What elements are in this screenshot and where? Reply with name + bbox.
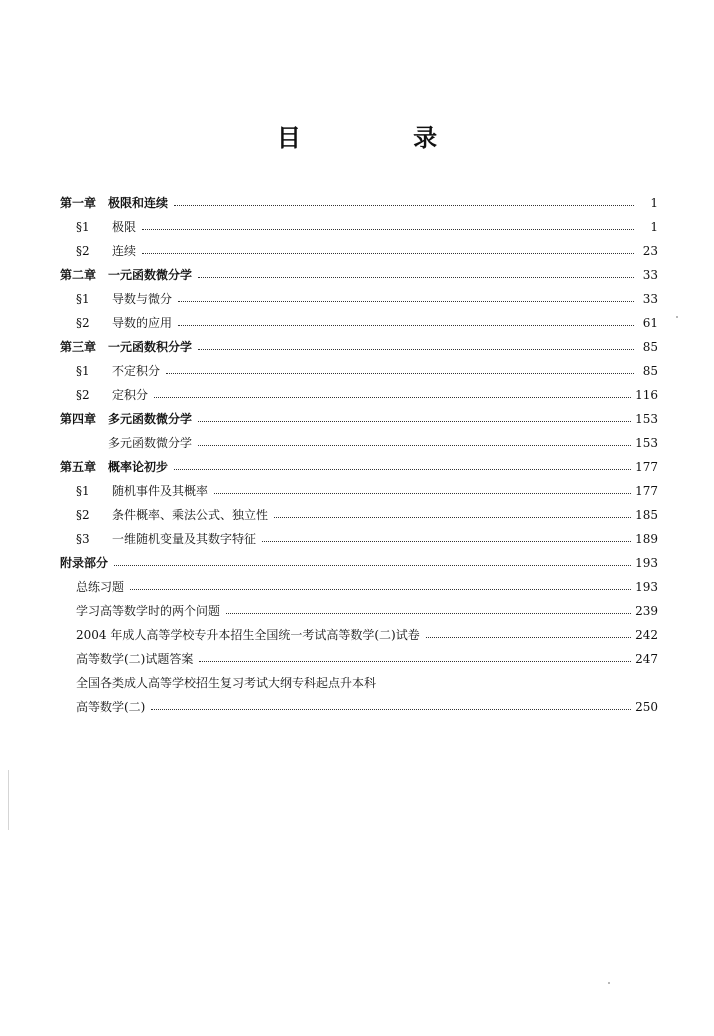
dot-leader (142, 229, 634, 230)
entry-page: 242 (635, 628, 658, 642)
toc-entry-chapter-4[interactable] (60, 407, 658, 431)
entry-label: 条件概率、乘法公式、独立性 (112, 508, 269, 522)
entry-prefix: §2 (76, 508, 90, 522)
entry-label: 附录部分 (60, 556, 109, 570)
entry-page: 33 (642, 292, 658, 306)
entry-label: 极限和连续 (108, 196, 169, 210)
entry-page: 250 (635, 700, 658, 714)
toc-entry-subsection[interactable] (108, 431, 658, 455)
dot-leader (154, 397, 631, 398)
entry-page: 23 (642, 244, 658, 258)
entry-page: 33 (642, 268, 658, 282)
dot-leader (142, 253, 634, 254)
toc-entry-section[interactable] (76, 215, 658, 239)
entry-page: 239 (635, 604, 658, 618)
entry-label: 多元函数微分学 (108, 412, 193, 426)
toc-entry-appendix-item-line1[interactable] (76, 671, 658, 695)
toc-entry-section[interactable] (76, 359, 658, 383)
dot-leader (178, 325, 634, 326)
dot-leader (198, 277, 634, 278)
dot-leader (114, 565, 631, 566)
entry-label: 一维随机变量及其数字特征 (112, 532, 257, 546)
entry-prefix: 第二章 (60, 268, 97, 282)
entry-prefix: §2 (76, 244, 90, 258)
dot-leader (178, 301, 634, 302)
entry-label: 2004 年成人高等学校专升本招生全国统一考试高等数学(二)试卷 (76, 628, 420, 642)
entry-prefix: 第五章 (60, 460, 97, 474)
entry-prefix: §1 (76, 220, 90, 234)
toc-entry-chapter-3[interactable] (60, 335, 658, 359)
toc-entry-section[interactable] (76, 383, 658, 407)
dot-leader (226, 613, 631, 614)
dot-leader (130, 589, 631, 590)
dot-leader (174, 205, 634, 206)
entry-label: 全国各类成人高等学校招生复习考试大纲专科起点升本科 (76, 676, 377, 690)
entry-prefix: 第一章 (60, 196, 97, 210)
toc-entry-section[interactable] (76, 503, 658, 527)
entry-page: 189 (635, 532, 658, 546)
dot-leader (262, 541, 631, 542)
entry-page: 1 (650, 196, 658, 210)
toc-entry-appendix-item[interactable] (76, 647, 658, 671)
toc-entry-appendix-item[interactable] (76, 599, 658, 623)
entry-prefix: 第四章 (60, 412, 97, 426)
entry-label: 概率论初步 (108, 460, 169, 474)
dot-leader (198, 349, 634, 350)
dot-leader (198, 421, 631, 422)
entry-prefix: 第三章 (60, 340, 97, 354)
entry-label: 定积分 (112, 388, 149, 402)
entry-prefix: §1 (76, 292, 90, 306)
dot-leader (151, 709, 631, 710)
dot-leader (426, 637, 631, 638)
toc-entry-chapter-5[interactable] (60, 455, 658, 479)
toc-entry-appendix-item[interactable] (76, 623, 658, 647)
dot-leader (199, 661, 631, 662)
entry-label: 一元函数积分学 (108, 340, 193, 354)
entry-prefix: §1 (76, 364, 90, 378)
entry-label: 一元函数微分学 (108, 268, 193, 282)
entry-label: 导数的应用 (112, 316, 173, 330)
entry-page: 193 (635, 556, 658, 570)
toc-entry-appendix-item[interactable] (76, 575, 658, 599)
entry-page: 177 (635, 460, 658, 474)
entry-page: 247 (635, 652, 658, 666)
entry-page: 116 (635, 388, 658, 402)
entry-prefix: §3 (76, 532, 90, 546)
entry-page: 61 (642, 316, 658, 330)
entry-page: 1 (650, 220, 658, 234)
entry-label: 导数与微分 (112, 292, 173, 306)
entry-page: 177 (635, 484, 658, 498)
entry-label: 总练习题 (76, 580, 125, 594)
dot-leader (174, 469, 631, 470)
entry-page: 85 (642, 364, 658, 378)
toc-entry-appendix[interactable] (60, 551, 658, 575)
entry-label: 高等数学(二) (76, 700, 146, 714)
entry-label: 不定积分 (112, 364, 161, 378)
entry-page: 185 (635, 508, 658, 522)
dot-leader (274, 517, 631, 518)
entry-prefix: §2 (76, 316, 90, 330)
toc-entry-section[interactable] (76, 287, 658, 311)
toc-entry-chapter-2[interactable] (60, 263, 658, 287)
toc-entry-appendix-item-line2[interactable] (76, 695, 658, 719)
toc-entry-section[interactable] (76, 239, 658, 263)
entry-label: 高等数学(二)试题答案 (76, 652, 194, 666)
scan-artifact (676, 316, 678, 318)
entry-page: 193 (635, 580, 658, 594)
entry-prefix: §1 (76, 484, 90, 498)
scan-artifact (608, 982, 610, 984)
entry-label: 多元函数微分学 (108, 436, 193, 450)
entry-page: 153 (635, 412, 658, 426)
dot-leader (198, 445, 631, 446)
entry-page: 153 (635, 436, 658, 450)
entry-label: 极限 (112, 220, 137, 234)
entry-label: 连续 (112, 244, 137, 258)
toc-entry-section[interactable] (76, 311, 658, 335)
entry-label: 学习高等数学时的两个问题 (76, 604, 221, 618)
toc-entry-chapter-1[interactable] (60, 191, 658, 215)
dot-leader (166, 373, 634, 374)
entry-prefix: §2 (76, 388, 90, 402)
toc-entry-section[interactable] (76, 527, 658, 551)
entry-page: 85 (642, 340, 658, 354)
toc-entry-section[interactable] (76, 479, 658, 503)
dot-leader (214, 493, 631, 494)
scan-artifact (8, 770, 9, 830)
entry-label: 随机事件及其概率 (112, 484, 209, 498)
page-title: 目 录 (276, 124, 490, 152)
